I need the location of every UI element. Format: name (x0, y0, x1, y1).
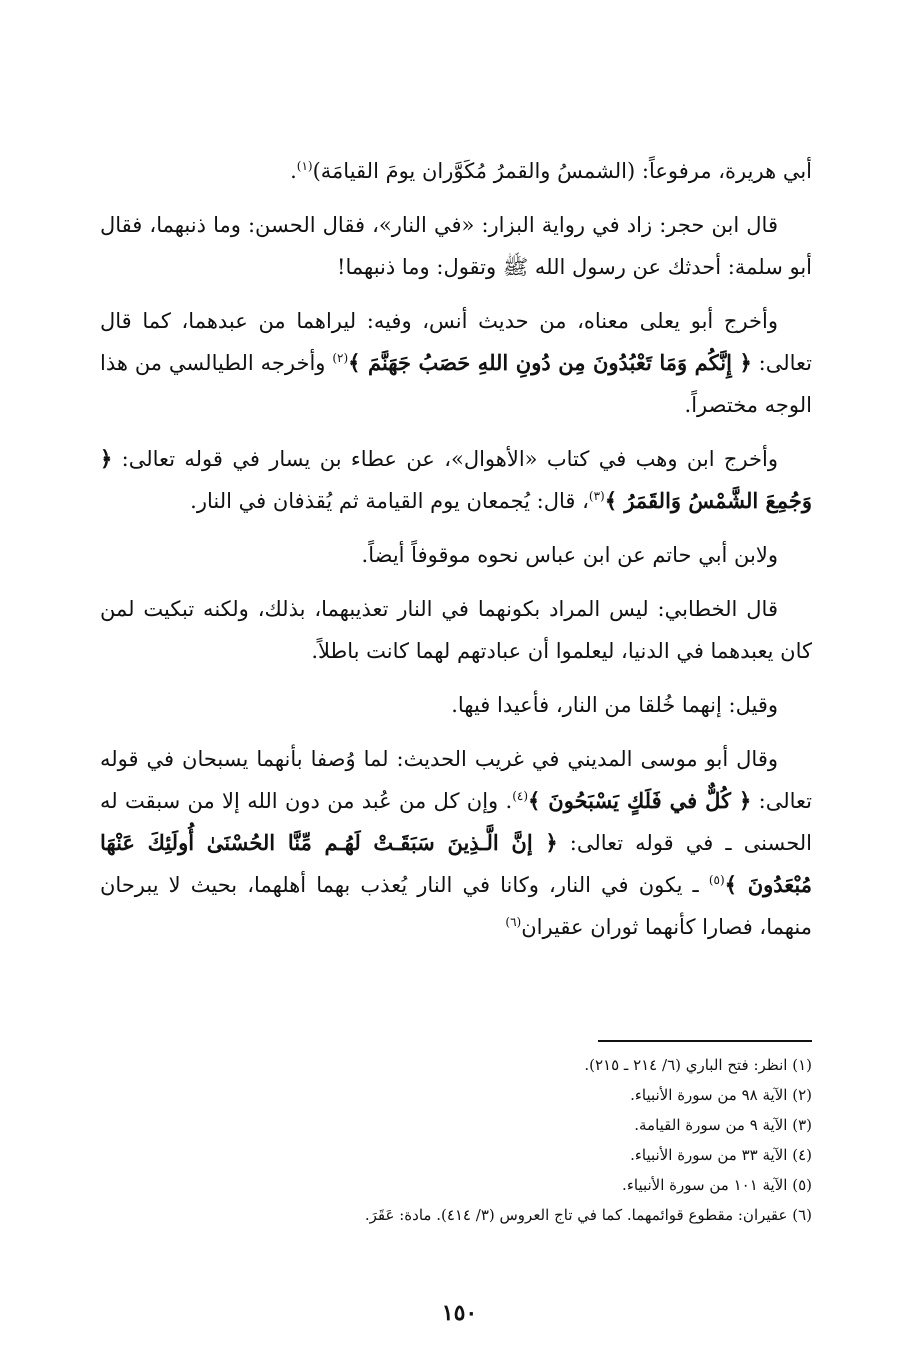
footnote-5: (٥) الآية ١٠١ من سورة الأنبياء. (622, 1176, 812, 1194)
footnote-marker: (٦) (505, 915, 522, 929)
footnote-4: (٤) الآية ٣٣ من سورة الأنبياء. (630, 1146, 812, 1164)
paragraph (100, 684, 812, 726)
text-segment: أبي هريرة، مرفوعاً: (الشمسُ والقمرُ مُكَوَّران يومَ القيامَة) (312, 159, 812, 183)
footnote-3: (٣) الآية ٩ من سورة القيامة. (634, 1116, 812, 1134)
paragraph (100, 438, 812, 522)
footnote-2: (٢) الآية ٩٨ من سورة الأنبياء. (630, 1086, 812, 1104)
paragraph (100, 534, 812, 576)
text-segment: وقال أبو موسى المديني في غريب الحديث: لما وُصفا بأنهما يسبحان في قوله تعالى: (100, 747, 813, 813)
footnotes (100, 1050, 812, 1230)
paragraph (100, 738, 812, 948)
paragraph (100, 300, 812, 426)
page-body (100, 150, 812, 960)
quran-verse: ﴿ كُلٌّ في فَلَكٍ يَسْبَحُونَ ﴾ (528, 788, 752, 813)
text-segment: ـ يكون في النار، وكانا في النار يُعذب بهما أهلهما، بحيث لا يبرحان منهما، فصارا كأنهما ثوران عقيران (100, 873, 812, 939)
footnote-marker: (٥) (708, 873, 725, 887)
paragraph (100, 204, 812, 288)
quran-verse: ﴿ وَجُمِعَ الشَّمْسُ وَالقَمَرُ ﴾ (100, 446, 812, 513)
text-segment: ولابن أبي حاتم عن ابن عباس نحوه موقوفاً أيضاً. (361, 543, 778, 567)
text-segment: قال الخطابي: ليس المراد بكونهما في النار تعذيبهما، بذلك، ولكنه تبكيت لمن كان يعبدهما في الدنيا، ليعلموا أن عبادتهم لهما كانت باطلاً. (100, 597, 812, 663)
text-segment: قال ابن حجر: زاد في رواية البزار: «في النار»، فقال الحسن: وما ذنبهما، فقال أبو سلمة: أحدثك عن رسول الله ﷺ وتقول: وما ذنبهما! (100, 213, 812, 279)
page-number: ١٥٠ (441, 1300, 478, 1326)
footnote-marker: (٢) (332, 351, 349, 365)
text-segment: . (290, 159, 297, 183)
footnote-6: (٦) عقيران: مقطوع قوائمهما. كما في تاج العروس (٣/ ٤١٤). مادة: عَقَرَ. (364, 1206, 812, 1224)
footnote-separator (598, 1040, 812, 1042)
text-segment: ، قال: يُجمعان يوم القيامة ثم يُقذفان في النار. (190, 489, 589, 513)
text-segment: وأخرجه الطيالسي من هذا الوجه مختصراً. (100, 351, 812, 417)
paragraph (100, 588, 812, 672)
main-text (100, 150, 812, 948)
paragraph (100, 150, 812, 192)
footnote-marker: (٣) (588, 489, 605, 503)
text-segment: وأخرج أبو يعلى معناه، من حديث أنس، وفيه: ليراهما من عبدهما، كما قال تعالى: (100, 309, 813, 375)
quran-verse: ﴿ إِنَّكُم وَمَا تَعْبُدُونَ مِن دُونِ اللهِ حَصَبُ جَهَنَّمَ ﴾ (348, 350, 752, 375)
text-segment: وأخرج ابن وهب في كتاب «الأهوال»، عن عطاء بن يسار في قوله تعالى: (112, 447, 778, 471)
footnote-marker: (١) (296, 159, 313, 173)
footnote-1: (١) انظر: فتح الباري (٦/ ٢١٤ ـ ٢١٥). (584, 1056, 812, 1074)
quran-verse: ﴿ إنَّ الَّـذِينَ سَبَقَـتْ لَهُـم مِّنَّا الحُسْنَىٰ أُولَئِكَ عَنْهَا مُبْعَدُونَ ﴾ (100, 830, 812, 897)
text-segment: وقيل: إنهما خُلقا من النار، فأعيدا فيها. (451, 693, 778, 717)
footnote-marker: (٤) (512, 789, 529, 803)
text-segment: . وإن كل من عُبد من دون الله إلا من سبقت له الحسنى ـ في قوله تعالى: (100, 789, 812, 855)
